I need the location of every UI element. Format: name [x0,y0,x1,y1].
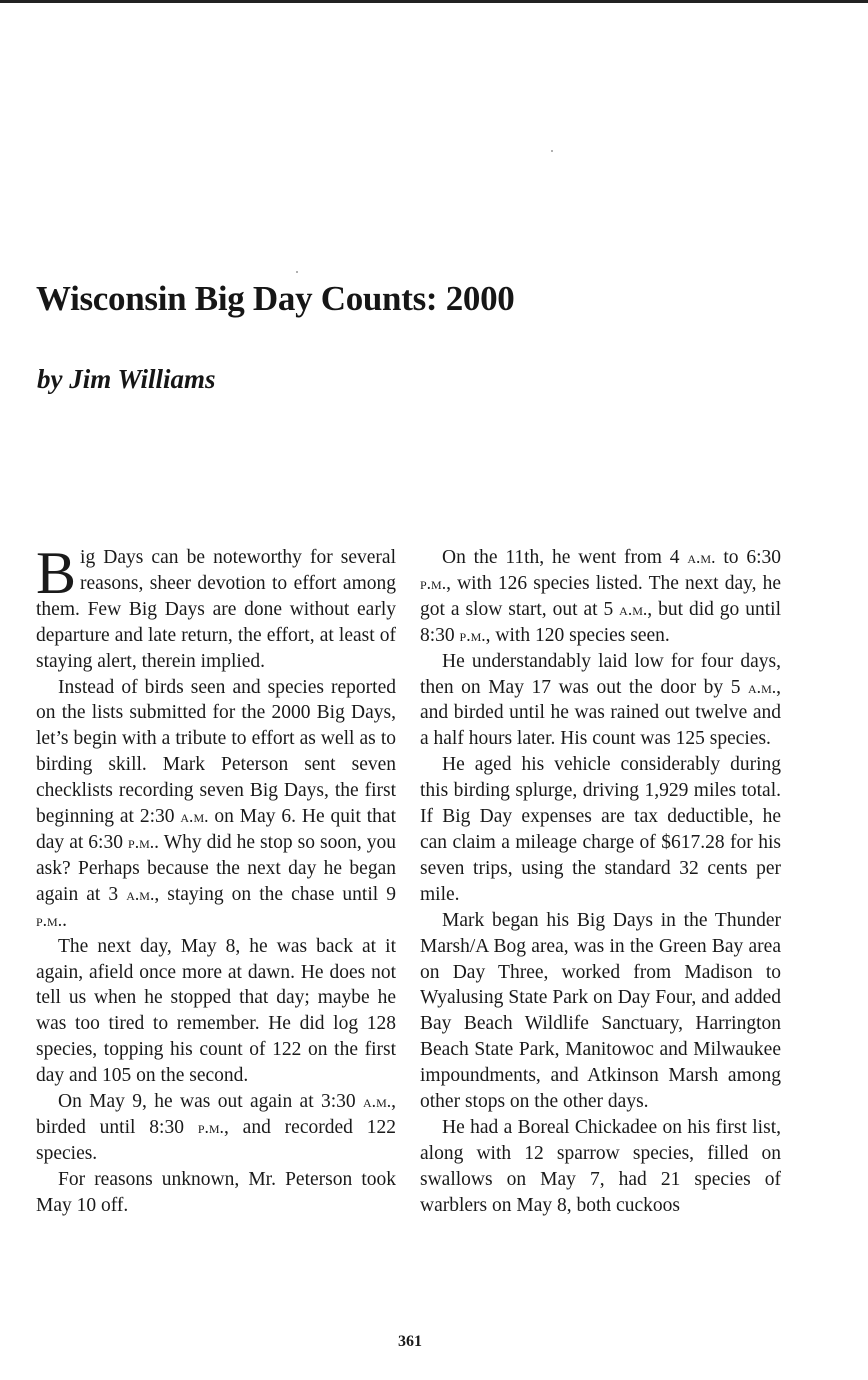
drop-cap: B [36,540,77,606]
paragraph: Instead of birds seen and species reported on the lists submitted for the 2000 Big Days, let’s begin with a tribute to effort as well as to birding skill. Mark Peterson sent seven checklists recording seven Big Days, the first beginning at 2:30 a.m. on May 6. He quit that day at 6:30 p.m.. Why did he stop so soon, you ask? Perhaps because the next day he began again at 3 a.m., staying on the chase until 9 p.m.. [36,676,396,931]
page-number: 361 [398,1333,422,1350]
paragraph: The next day, May 8, he was back at it again, afield once more at dawn. He does not tell us when he stopped that day; maybe he was too tired to remember. He did log 128 species, topping his count of 122 on the first day and 105 on the second. [36,935,396,1087]
article-byline: by Jim Williams [37,364,216,394]
scan-speck [551,150,553,152]
paragraph: He had a Boreal Chickadee on his first list, along with 12 sparrow species, filled on swallows on May 7, had 21 species of warblers on May 8, both cuckoos [420,1116,781,1216]
paragraph: He understandably laid low for four days, then on May 17 was out the door by 5 a.m., and birded until he was rained out twelve and a half hours later. His count was 125 species. [420,650,781,750]
top-rule [0,0,868,3]
article-title: Wisconsin Big Day Counts: 2000 [36,279,515,318]
paragraph: Big Days can be noteworthy for several reasons, sheer devotion to effort among them. Few Big Days are done without early departure and late return, the effort, at least of staying alert, therein implied. [36,540,396,672]
paragraph: On the 11th, he went from 4 a.m. to 6:30 p.m., with 126 species listed. The next day, he got a slow start, out at 5 a.m., but did go until 8:30 p.m., with 120 species seen. [420,547,781,646]
left-column [36,540,396,1219]
paragraph: Mark began his Big Days in the Thunder Marsh/A Bog area, was in the Green Bay area on Day Three, worked from Madison to Wyalusing State Park on Day Four, and added Bay Beach Wildlife Sanctuary, Harrington Beach State Park, Manitowoc and Milwaukee impoundments, and Atkinson Marsh among other stops on the other days. [420,909,781,1113]
scan-speck [296,271,298,273]
paragraph: For reasons unknown, Mr. Peterson took May 10 off. [36,1168,396,1216]
paragraph: On May 9, he was out again at 3:30 a.m., birded until 8:30 p.m., and recorded 122 species. [36,1091,396,1164]
paragraph: He aged his vehicle considerably during this birding splurge, driving 1,929 miles total. If Big Day expenses are tax deductible, he can claim a mileage charge of $617.28 for his seven trips, using the standard 32 cents per mile. [420,754,781,905]
right-column [420,545,781,1219]
